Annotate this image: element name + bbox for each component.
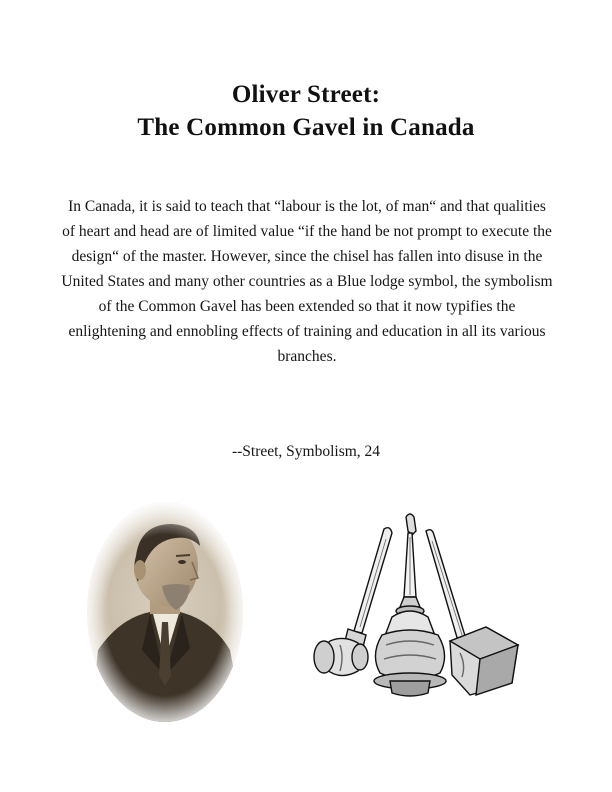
quote-citation: --Street, Symbolism, 24 (231, 443, 381, 460)
gavels-illustration (300, 505, 530, 715)
title-line-1: Oliver Street: (231, 81, 381, 108)
portrait-image (80, 500, 250, 730)
title-line-2: The Common Gavel in Canada (137, 114, 475, 141)
quote-paragraph: In Canada, it is said to teach that “labour is the lot, of man“ and that qualities of heart and head are of limited value “if the hand be not prompt to execute the design“ of the master. However, since the chisel has fallen into disuse in the United States and many other countries as a Blue lodge symbol, the symbolism of the Common Gavel has been extended so that it now typifies the enlightening and ennobling effects of training and education in all its various branches. (61, 198, 553, 365)
page-title (0, 78, 612, 144)
